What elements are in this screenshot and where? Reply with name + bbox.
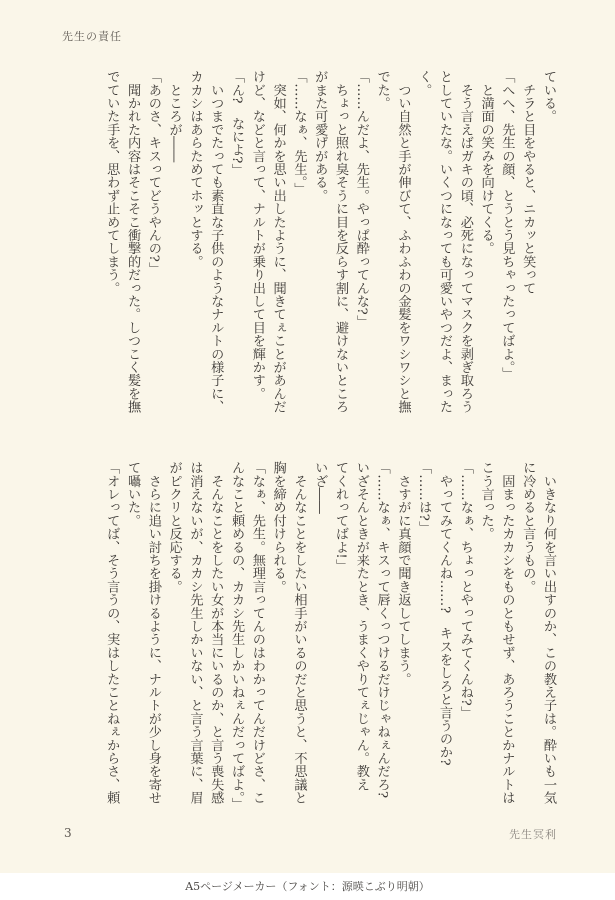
text-column: 胸を締め付けられる。 xyxy=(270,461,286,593)
text-column: ところが―― xyxy=(166,70,182,163)
text-column: いざ―― xyxy=(312,461,328,514)
text-column: は消えないが、カカシ先生しかいない、と言う言葉に、眉 xyxy=(187,461,203,805)
text-column: 「ん? なによ?」 xyxy=(229,70,245,177)
text-column: 固まったカカシをものともせず、あろうことかナルトは xyxy=(499,461,515,805)
text-column: んなこと頼めるの、カカシ先生しかいねぇんだってばよ。」 xyxy=(229,461,245,811)
text-column: ちょっと照れ臭そうに目を反らす割に、避けないところ xyxy=(333,70,349,414)
text-column: 「……なぁ、キスって唇くっつけるだけじゃねぇんだろ? xyxy=(374,461,390,799)
text-column: さすがに真顔で聞き返してしまう。 xyxy=(395,461,411,686)
text-column: 「……なぁ、ちょっとやってみてくんね?」 xyxy=(457,461,473,719)
text-column: 「なぁ、先生。無理言ってんのはわかってんだけどさ、こ xyxy=(249,461,265,805)
running-head-title: 先生の責任 xyxy=(62,30,122,43)
page-number: 3 xyxy=(64,826,72,840)
text-column: 「……なぁ、先生。」 xyxy=(291,70,307,196)
text-column: く。 xyxy=(416,70,432,97)
text-column: としていたな。いくつになっても可愛いやつだよ、まった xyxy=(437,70,453,414)
text-column: 「あのさ、キスってどうやんの?」 xyxy=(145,70,161,276)
text-column: て囁いた。 xyxy=(125,461,141,527)
text-column: でていた手を、思わず止めてしまう。 xyxy=(104,70,120,295)
text-column: いきなり何を言い出すのか、この教え子は。酔いも一気 xyxy=(541,461,556,805)
text-column: がまた可愛げがある。 xyxy=(312,70,328,202)
text-column: カカシはあらためてホッとする。 xyxy=(187,70,203,268)
text-column: 「へへ、先生の顔、とうとう見ちゃったってばよ。」 xyxy=(499,70,515,381)
text-column: チラと目をやると、ニカッと笑って xyxy=(520,70,536,295)
text-column: やってみてくんね……? キスをしろと言うのか? xyxy=(437,461,453,766)
author-name: 先生冥利 xyxy=(509,828,557,841)
text-column: けど、などと言って、ナルトが乗り出して目を輝かす。 xyxy=(249,70,265,400)
text-column: いつまでたっても素直な子供のようなナルトの様子に、 xyxy=(208,70,224,414)
upper-text-block xyxy=(100,70,558,430)
text-column: がピクリと反応する。 xyxy=(166,461,182,593)
text-column: さらに追い討ちを掛けるように、ナルトが少し身を寄せ xyxy=(145,461,161,805)
text-column: と満面の笑みを向けてくる。 xyxy=(478,70,494,255)
text-column: いざそんときが来たとき、うまくやりてぇじゃん。教え xyxy=(353,461,369,791)
text-column: こう言った。 xyxy=(478,461,494,541)
generator-credit: A5ページメーカー（フォント：源暎こぶり明朝） xyxy=(0,873,615,900)
text-column: 聞かれた内容はそこそこ衝撃的だった。しつこく髪を撫 xyxy=(125,70,141,414)
text-column: つい自然と手が伸びて、ふわふわの金髪をワシワシと撫 xyxy=(395,70,411,414)
text-column: ている。 xyxy=(541,70,556,123)
text-column: そう言えばガキの頃、必死になってマスクを剥ぎ取ろう xyxy=(457,70,473,414)
text-column: 「……んだよ、先生。やっぱ酔ってんな?」 xyxy=(353,70,369,328)
text-column: 「オレってば、そう言うの、実はしたことねぇからさ、頼 xyxy=(104,461,120,805)
text-column: てくれってばよ!」 xyxy=(333,461,349,572)
text-column: 「……は?」 xyxy=(416,461,432,535)
text-column: でた。 xyxy=(374,70,390,110)
text-column: そんなことをしたい女が本当にいるのか、と言う喪失感 xyxy=(208,461,224,805)
lower-text-block xyxy=(100,461,558,821)
text-column: そんなことをしたい相手がいるのだと思うと、不思議と xyxy=(291,461,307,805)
text-column: 突如、何かを思い出したように、聞きてぇことがあんだ xyxy=(270,70,286,414)
text-column: に冷めると言うもの。 xyxy=(520,461,536,593)
